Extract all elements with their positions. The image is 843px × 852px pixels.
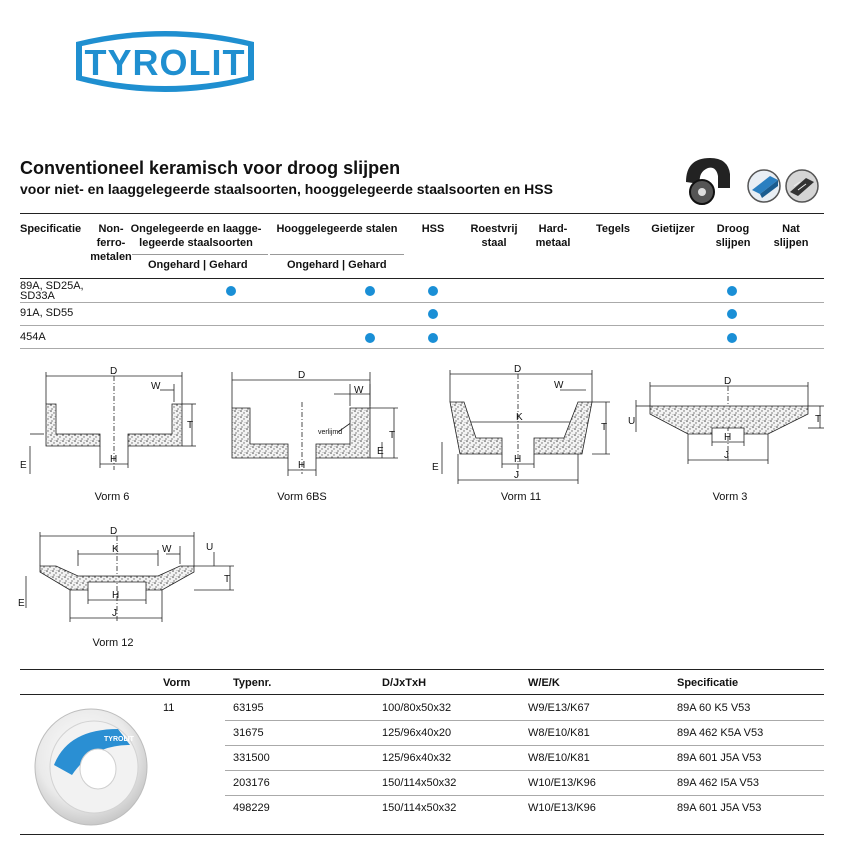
header-icons: [682, 152, 822, 210]
matrix-row-rule: [20, 325, 824, 326]
diagram-vorm12: [16, 522, 236, 634]
th-dims: D/JxTxH: [382, 677, 427, 689]
logo-text: TYROLIT: [84, 42, 246, 83]
svg-text:J: J: [112, 608, 117, 619]
row-rule: [225, 795, 824, 796]
diagram-vorm6bs: [222, 362, 402, 492]
svg-text:J: J: [514, 470, 519, 481]
th-specificatie: Specificatie: [677, 677, 739, 689]
svg-text:T: T: [187, 420, 194, 431]
matrix-top-rule: [20, 213, 824, 214]
col-ongelegeerde: Ongelegeerde en laagge- legeerde staalsoorten: [130, 223, 262, 249]
dot-row2-droog: [727, 309, 737, 319]
row-rule: [225, 770, 824, 771]
spec-row-2: 91A, SD55: [20, 307, 74, 319]
wheel-label: TYROLIT: [104, 736, 134, 743]
svg-text:H: H: [298, 460, 306, 471]
svg-text:verlijmd: verlijmd: [318, 429, 343, 436]
col-droog-slijpen: Droog slijpen: [715, 223, 751, 249]
th-wek: W/E/K: [528, 677, 560, 689]
col-hardmetaal: Hard- metaal: [535, 223, 571, 249]
svg-text:D: D: [110, 366, 118, 377]
caption-vorm3: Vorm 3: [712, 491, 748, 503]
svg-text:H: H: [724, 432, 732, 443]
dot-row3-droog: [727, 333, 737, 343]
caption-vorm12: Vorm 12: [92, 637, 134, 649]
svg-text:W: W: [162, 544, 172, 555]
ongelegeerde-divider: [132, 254, 268, 255]
svg-text:D: D: [724, 376, 732, 387]
td-vorm: 11: [163, 702, 175, 714]
svg-text:W: W: [554, 380, 564, 391]
svg-text:U: U: [628, 416, 636, 427]
svg-text:U: U: [206, 542, 214, 553]
svg-text:E: E: [377, 446, 384, 457]
col-non-ferro: Non- ferro- metalen: [90, 223, 132, 263]
svg-text:E: E: [20, 460, 27, 471]
matrix-row-rule: [20, 302, 824, 303]
col-hooggelegeerde-sub: Ongehard | Gehard: [287, 259, 387, 271]
dot-row1-hooggelegeerde: [365, 286, 375, 296]
svg-text:W: W: [354, 385, 364, 396]
svg-text:D: D: [514, 364, 522, 375]
col-hss: HSS: [421, 223, 445, 235]
matrix-header-rule: [20, 278, 824, 279]
col-nat-slijpen: Nat slijpen: [773, 223, 809, 249]
dot-row1-hss: [428, 286, 438, 296]
grinding-wheel-image: [32, 705, 150, 827]
col-gietijzer: Gietijzer: [651, 223, 695, 235]
col-specificatie: Specificatie: [20, 223, 82, 235]
svg-text:D: D: [298, 370, 306, 381]
col-ongelegeerde-sub: Ongehard | Gehard: [148, 259, 248, 271]
svg-text:J: J: [724, 450, 729, 461]
svg-text:H: H: [112, 590, 120, 601]
svg-text:T: T: [601, 422, 608, 433]
col-roestvrij: Roestvrij staal: [470, 223, 518, 249]
grinding-machine-icon: [686, 158, 730, 204]
caption-vorm6: Vorm 6: [94, 491, 130, 503]
product-table-bottom-rule: [20, 834, 824, 835]
svg-text:T: T: [224, 574, 231, 585]
svg-text:T: T: [389, 430, 396, 441]
diagram-vorm6: [20, 362, 200, 492]
th-typenr: Typenr.: [233, 677, 272, 689]
th-vorm: Vorm: [163, 677, 191, 689]
spec-row-1: 89A, SD25A, SD33A: [20, 280, 84, 302]
svg-text:H: H: [514, 454, 522, 465]
svg-text:K: K: [112, 544, 119, 555]
svg-text:H: H: [110, 454, 118, 465]
dot-row3-hooggelegeerde: [365, 333, 375, 343]
dry-grinding-icon: [786, 170, 818, 202]
page-subtitle: voor niet- en laaggelegeerde staalsoorten, hooggelegeerde staalsoorten en HSS: [20, 181, 553, 197]
svg-text:E: E: [432, 462, 439, 473]
hooggelegeerde-divider: [270, 254, 404, 255]
dot-row1-ongelegeerde: [226, 286, 236, 296]
svg-text:T: T: [815, 414, 822, 425]
diagram-vorm3: [626, 372, 826, 482]
dot-row3-hss: [428, 333, 438, 343]
row-rule: [225, 745, 824, 746]
matrix-bottom-rule: [20, 348, 824, 349]
tyrolit-logo: [72, 28, 258, 100]
caption-vorm6bs: Vorm 6BS: [277, 491, 327, 503]
dot-row1-droog: [727, 286, 737, 296]
svg-text:W: W: [151, 381, 161, 392]
spec-row-3: 454A: [20, 331, 46, 343]
caption-vorm11: Vorm 11: [500, 491, 542, 503]
svg-text:D: D: [110, 526, 118, 537]
svg-text:K: K: [516, 412, 523, 423]
product-table-header-rule: [20, 694, 824, 695]
svg-text:E: E: [18, 598, 25, 609]
diagram-vorm11: [430, 362, 615, 492]
steel-bar-icon: [748, 170, 780, 202]
dot-row2-hss: [428, 309, 438, 319]
col-tegels: Tegels: [595, 223, 631, 235]
row-rule: [225, 720, 824, 721]
page-title: Conventioneel keramisch voor droog slijpen: [20, 158, 401, 178]
product-table-top-rule: [20, 669, 824, 670]
col-hooggelegeerde: Hooggelegeerde stalen: [276, 223, 398, 235]
